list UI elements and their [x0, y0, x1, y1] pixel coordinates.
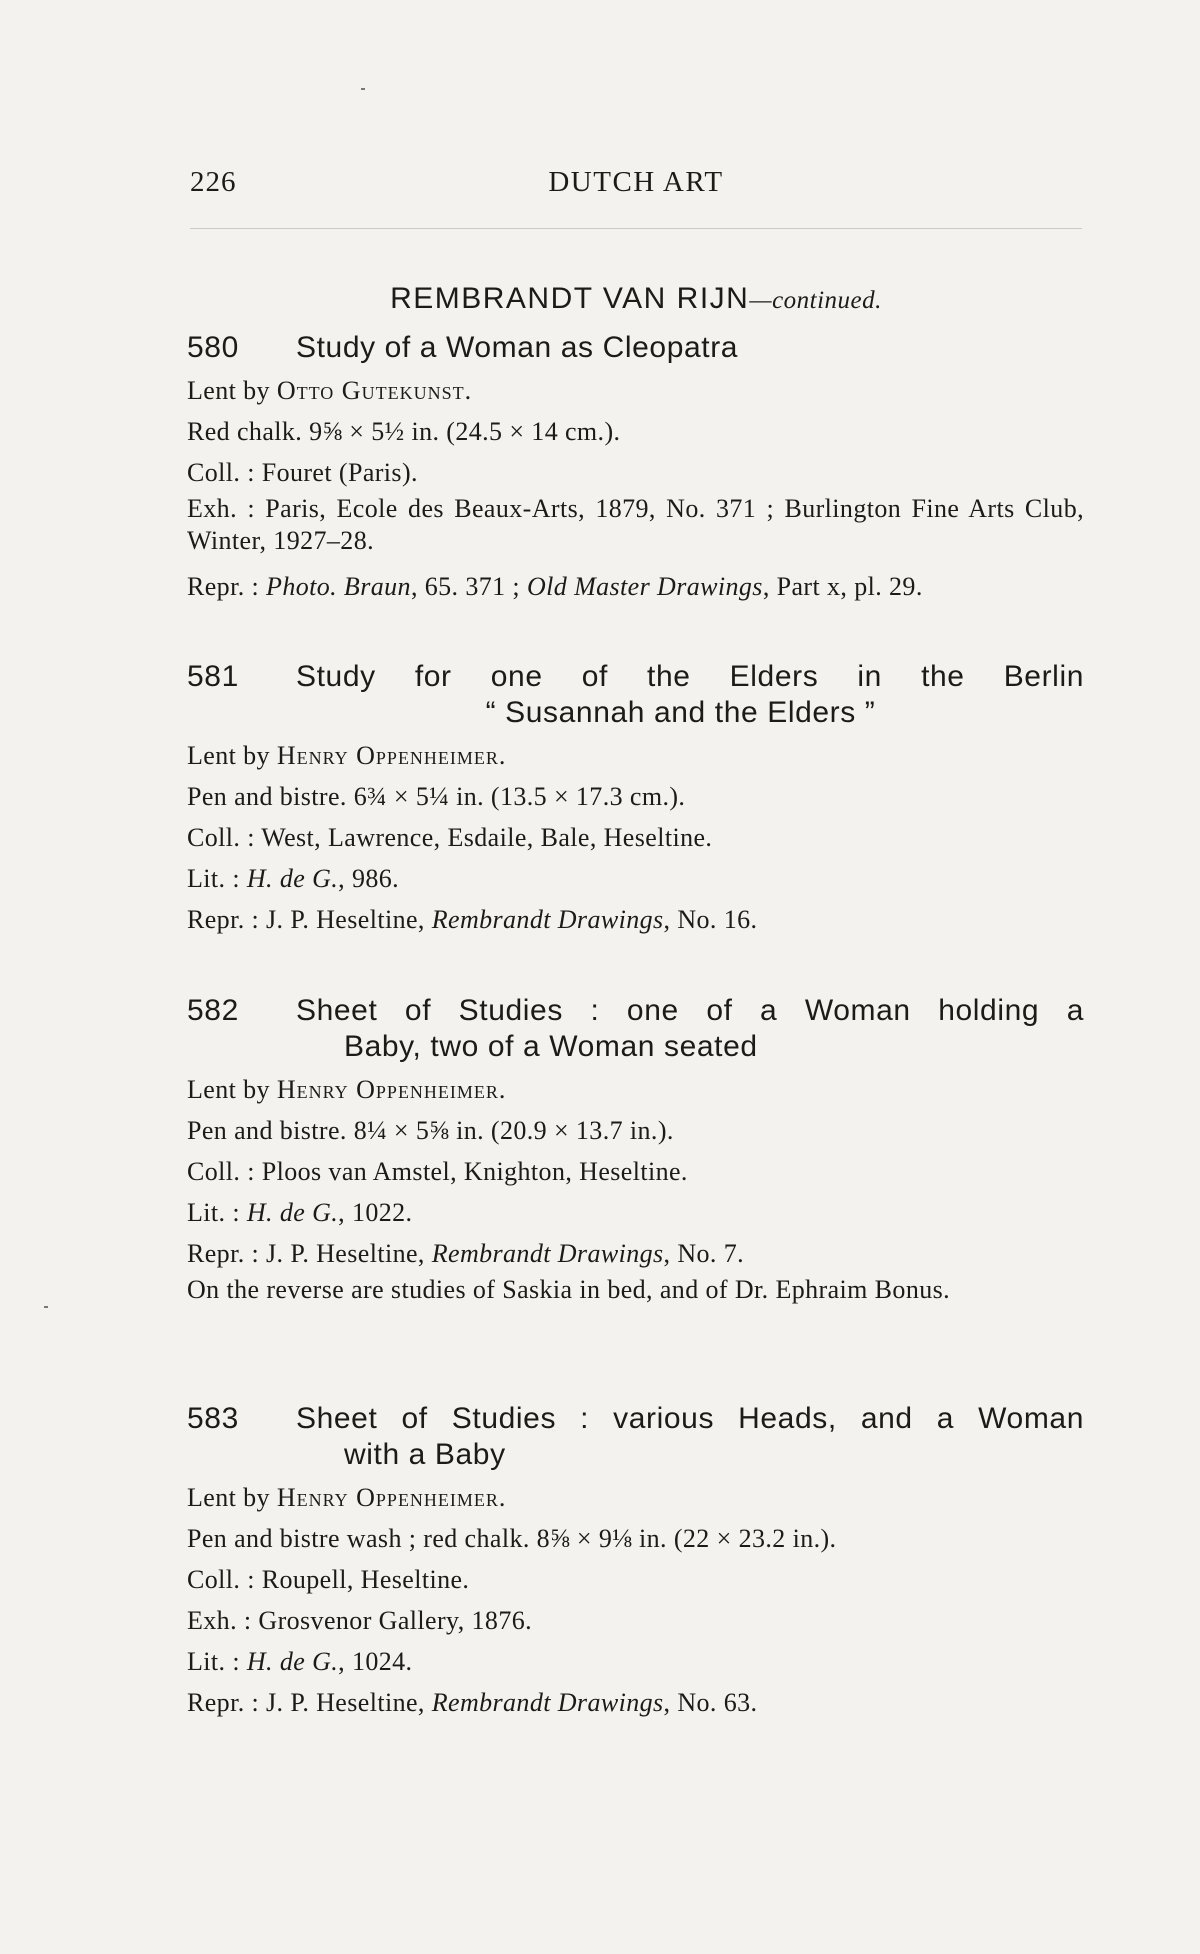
repr-suffix: , No. 16.	[663, 905, 758, 934]
lit-suffix: , 986.	[338, 864, 400, 893]
medium-line: Red chalk. 9⅝ × 5½ in. (24.5 × 14 cm.).	[187, 417, 621, 446]
collection-line: Coll. : Ploos van Amstel, Knighton, Heseltine.	[187, 1157, 688, 1186]
exhibition-line: Exh. : Grosvenor Gallery, 1876.	[187, 1606, 533, 1635]
repr-suffix: , No. 63.	[663, 1688, 758, 1717]
paper-speck	[361, 88, 365, 90]
entry-heading	[187, 659, 1084, 731]
reproduction-line	[187, 899, 1084, 940]
collection-line: Coll. : Fouret (Paris).	[187, 458, 418, 487]
entry-title: Study of a Woman as Cleopatra	[296, 331, 739, 364]
lit-prefix: Lit. :	[187, 1198, 247, 1227]
entry-number: 580	[187, 331, 239, 364]
lender-name: Henry Oppenheimer.	[276, 1075, 507, 1104]
lender-line	[187, 370, 1084, 411]
medium-line: Pen and bistre. 8¼ × 5⅝ in. (20.9 × 13.7 in.).	[187, 1116, 674, 1145]
entry-heading	[187, 330, 1084, 366]
repr-prefix: Repr. : J. P. Heseltine,	[187, 1239, 432, 1268]
exhibition-line: Exh. : Paris, Ecole des Beaux-Arts, 1879, No. 371 ; Burlington Fine Arts Club, Winter, 1927–28.	[187, 494, 1084, 555]
entry-title-line-1: Sheet of Studies : various Heads, and a Woman	[296, 1402, 1084, 1435]
lent-prefix: Lent by	[187, 741, 277, 770]
reproduction-line	[187, 566, 1084, 607]
literature-line	[187, 858, 1084, 899]
medium-line: Pen and bistre wash ; red chalk. 8⅝ × 9⅛ in. (22 × 23.2 in.).	[187, 1524, 837, 1553]
lit-suffix: , 1024.	[338, 1647, 413, 1676]
catalogue-entry-581	[187, 659, 1084, 940]
repr-title: Rembrandt Drawings	[431, 905, 664, 934]
entry-title-line-1: Study for one of the Elders in the Berlin	[296, 660, 1084, 693]
repr-title-1: Photo. Braun	[266, 572, 411, 601]
lender-line	[187, 735, 1084, 776]
literature-line	[187, 1192, 1084, 1233]
continued-note: —continued.	[749, 287, 882, 314]
entry-number: 581	[187, 660, 239, 693]
catalogue-entry-580	[187, 330, 1084, 607]
repr-mid: , 65. 371 ;	[410, 572, 527, 601]
repr-title: Rembrandt Drawings	[431, 1688, 664, 1717]
paper-speck	[44, 1306, 48, 1308]
lit-prefix: Lit. :	[187, 1647, 247, 1676]
entry-title-line-2: “ Susannah and the Elders ”	[485, 696, 876, 729]
lit-ref: H. de G.	[246, 1647, 339, 1676]
lent-prefix: Lent by	[187, 1483, 277, 1512]
reproduction-line	[187, 1233, 1084, 1274]
repr-prefix: Repr. : J. P. Heseltine,	[187, 905, 432, 934]
repr-prefix: Repr. :	[187, 572, 267, 601]
medium-line: Pen and bistre. 6¾ × 5¼ in. (13.5 × 17.3 cm.).	[187, 782, 686, 811]
repr-prefix: Repr. : J. P. Heseltine,	[187, 1688, 432, 1717]
lender-line	[187, 1069, 1084, 1110]
entry-title-line-2: Baby, two of a Woman seated	[344, 1030, 758, 1063]
catalogue-entry-582	[187, 993, 1084, 1315]
entry-number: 583	[187, 1402, 239, 1435]
lit-suffix: , 1022.	[338, 1198, 413, 1227]
collection-line: Coll. : West, Lawrence, Esdaile, Bale, Heseltine.	[187, 823, 713, 852]
catalogue-entry-583	[187, 1401, 1084, 1723]
reverse-note: On the reverse are studies of Saskia in bed, and of Dr. Ephraim Bonus.	[187, 1275, 951, 1304]
repr-title: Rembrandt Drawings	[431, 1239, 664, 1268]
running-title: DUTCH ART	[548, 166, 724, 198]
lit-ref: H. de G.	[246, 1198, 339, 1227]
repr-title-2: Old Master Drawings	[526, 572, 763, 601]
repr-suffix: , No. 7.	[663, 1239, 745, 1268]
artist-name: REMBRANDT VAN RIJN	[390, 282, 750, 315]
lent-prefix: Lent by	[187, 376, 277, 405]
lender-line	[187, 1477, 1084, 1518]
header-rule	[190, 228, 1082, 229]
literature-line	[187, 1641, 1084, 1682]
lender-name: Henry Oppenheimer.	[276, 1483, 507, 1512]
entry-number: 582	[187, 994, 239, 1027]
page-header	[190, 166, 1082, 212]
lender-name: Henry Oppenheimer.	[276, 741, 507, 770]
lit-ref: H. de G.	[246, 864, 339, 893]
entry-title-line-1: Sheet of Studies : one of a Woman holding a	[296, 994, 1084, 1027]
page-number: 226	[190, 166, 237, 198]
collection-line: Coll. : Roupell, Heseltine.	[187, 1565, 470, 1594]
entry-title-line-2: with a Baby	[344, 1438, 506, 1471]
repr-suffix: , Part x, pl. 29.	[762, 572, 923, 601]
section-title	[190, 282, 1082, 316]
entry-heading	[187, 1401, 1084, 1473]
lit-prefix: Lit. :	[187, 864, 247, 893]
lent-prefix: Lent by	[187, 1075, 277, 1104]
entry-heading	[187, 993, 1084, 1065]
reproduction-line	[187, 1682, 1084, 1723]
lender-name: Otto Gutekunst.	[276, 376, 473, 405]
